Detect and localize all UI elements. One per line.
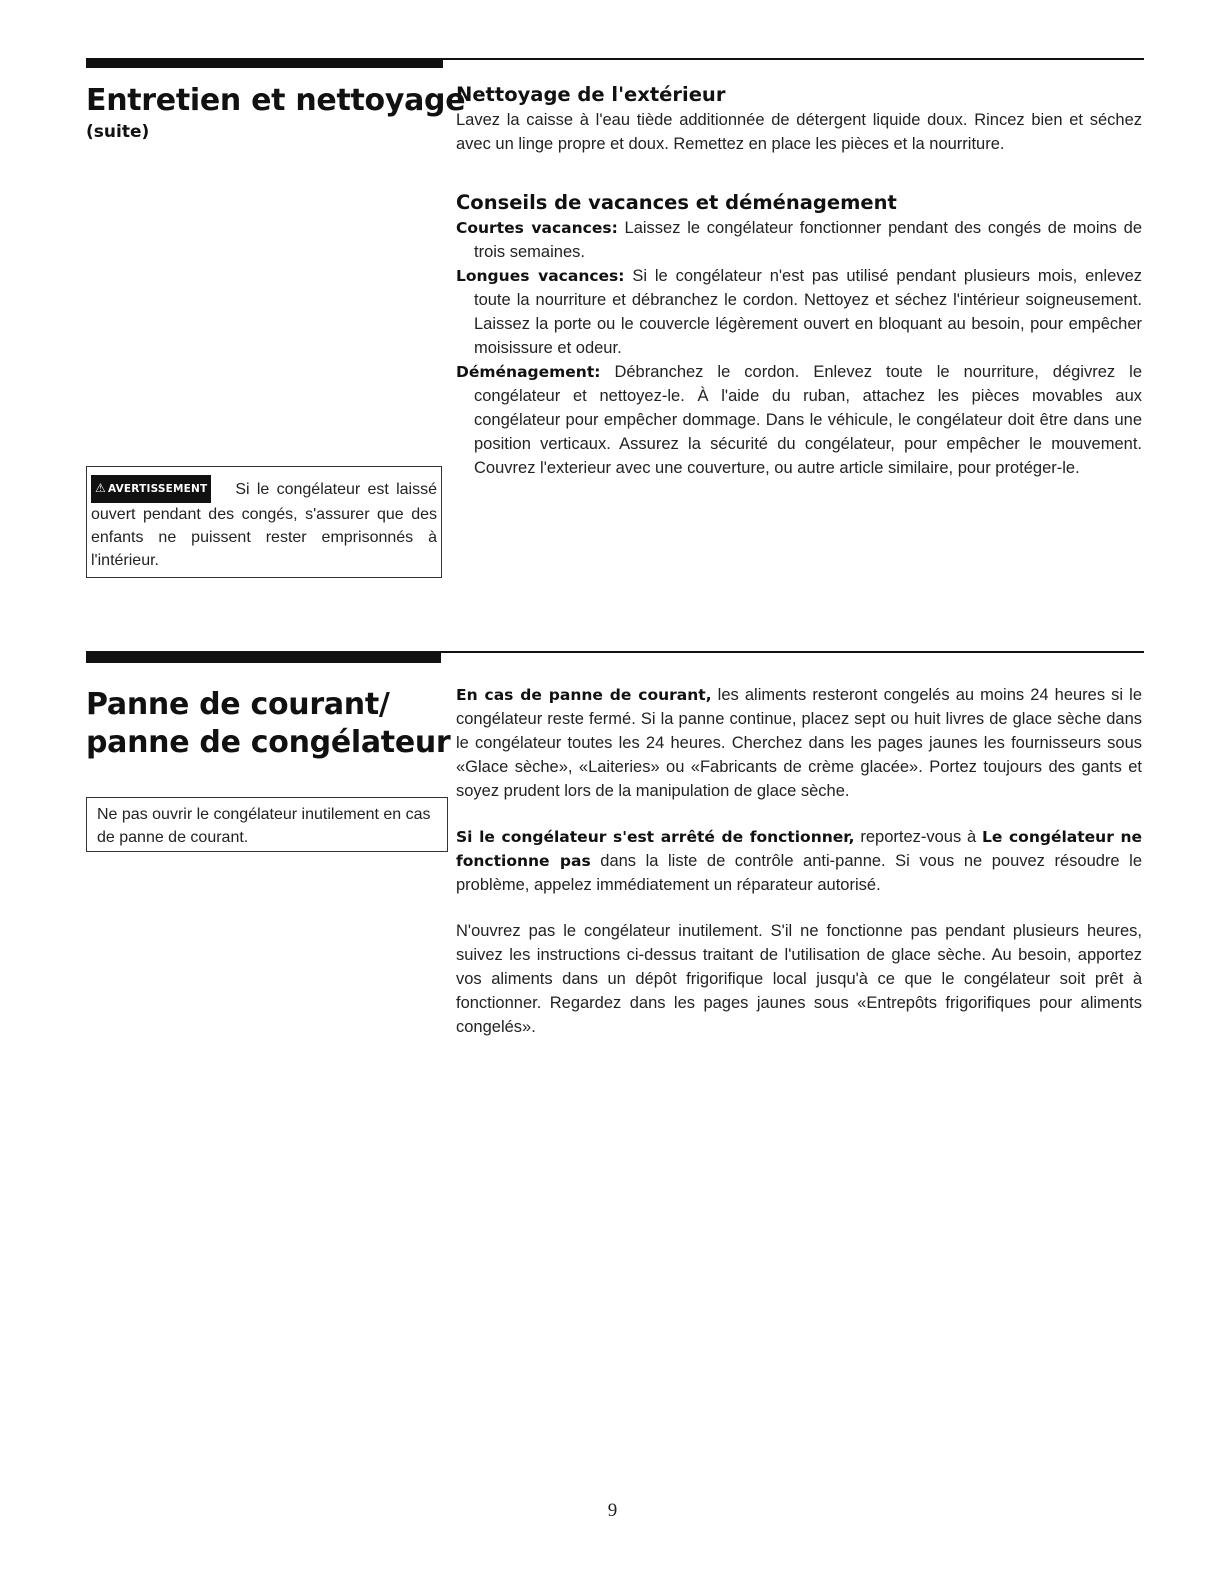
outage-paragraph-1: [456, 683, 1142, 803]
outage-paragraph-3: N'ouvrez pas le congélateur inutilement. S'il ne fonctionne pas pendant plusieurs heures, suivez les instructions ci-dessus traitant de l'utilisation de glace sèche. Au besoin, apportez vos aliments dans un dépôt frigorifique local jusqu'à ce que le congélateur soit prêt à fonctionner. Regardez dans les pages jaunes sous «Entrepôts frigorifiques pour aliments congelés».: [456, 922, 1142, 1036]
warning-triangle-icon: ⚠: [95, 481, 106, 495]
troubleshooting-reference: Le congélateur ne fonctionne pas: [456, 828, 1143, 870]
heading-exterior-cleaning: Nettoyage de l'extérieur: [456, 83, 726, 106]
tip-label: Courtes vacances:: [456, 219, 618, 237]
section-divider-top: [86, 58, 1144, 68]
section-subtitle: (suite): [86, 122, 150, 142]
maintenance-content: [456, 82, 1142, 480]
tip-short-vacation: [456, 216, 1142, 264]
paragraph-text: reportez-vous à: [854, 828, 982, 846]
note-box: Ne pas ouvrir le congélateur inutilement en cas de panne de courant.: [86, 797, 448, 852]
exterior-cleaning-text: Lavez la caisse à l'eau tiède additionnée de détergent liquide doux. Rincez bien et séchez avec un linge propre et doux. Remettez en place les pièces et la nourriture.: [456, 111, 1142, 153]
tip-text: Si le congélateur n'est pas utilisé pendant plusieurs mois, enlevez toute la nourriture et débranchez le cordon. Nettoyez et séchez l'intérieur soigneusement. Laissez la porte ou le couvercle légèrement ouvert en bloquant au besoin, pour empêcher moisissure et odeur.: [474, 267, 1142, 357]
heading-vacation-moving: Conseils de vacances et déménagement: [456, 191, 897, 214]
title-line: panne de congélateur: [86, 725, 451, 760]
warning-badge: [91, 475, 211, 503]
warning-box: [86, 466, 442, 578]
section-title-power-outage: [86, 686, 450, 762]
paragraph-lead: En cas de panne de courant,: [456, 686, 712, 704]
warning-badge-label: AVERTISSEMENT: [107, 483, 208, 495]
tip-label: Déménagement:: [456, 363, 601, 381]
paragraph-text: dans la liste de contrôle anti-panne. Si vous ne pouvez résoudre le problème, appelez immédiatement un réparateur autorisé.: [456, 852, 1142, 894]
power-outage-content: [456, 683, 1142, 1039]
tip-moving: [456, 360, 1142, 480]
tip-text: Débranchez le cordon. Enlevez toute le nourriture, dégivrez le congélateur et nettoyez-le. À l'aide du ruban, attachez les pièces movables aux congélateur pour empêcher dommage. Dans le véhicule, le congélateur doit être dans une position verticaux. Assurez la sécurité du congélateur, pour empêcher le mouvement. Couvrez l'exterieur avec une couverture, ou autre article similaire, pour protéger-le.: [474, 363, 1142, 477]
tip-long-vacation: [456, 264, 1142, 360]
tip-text: Laissez le congélateur fonctionner pendant des congés de moins de trois semaines.: [474, 219, 1142, 261]
warning-text: Si le congélateur est laissé ouvert pendant des congés, s'assurer que des enfants ne puissent rester emprisonnés à l'intérieur.: [91, 481, 437, 569]
section-divider-middle: [86, 651, 1144, 663]
page-number: 9: [607, 1500, 618, 1521]
paragraph-lead: Si le congélateur s'est arrêté de fonctionner,: [456, 828, 855, 846]
section-title-maintenance: Entretien et nettoyage: [86, 83, 466, 118]
outage-paragraph-2: [456, 825, 1142, 897]
paragraph-text: les aliments resteront congelés au moins 24 heures si le congélateur reste fermé. Si la panne continue, placez sept ou huit livres de glace sèche dans le congélateur toutes les 24 heures. Cherchez dans les pages jaunes les fournisseurs sous «Glace sèche», «Laiteries» ou «Fabricants de crème glacée». Portez toujours des gants et soyez prudent lors de la manipulation de glace sèche.: [456, 686, 1143, 800]
tip-label: Longues vacances:: [456, 267, 625, 285]
title-line: Panne de courant/: [86, 687, 390, 722]
